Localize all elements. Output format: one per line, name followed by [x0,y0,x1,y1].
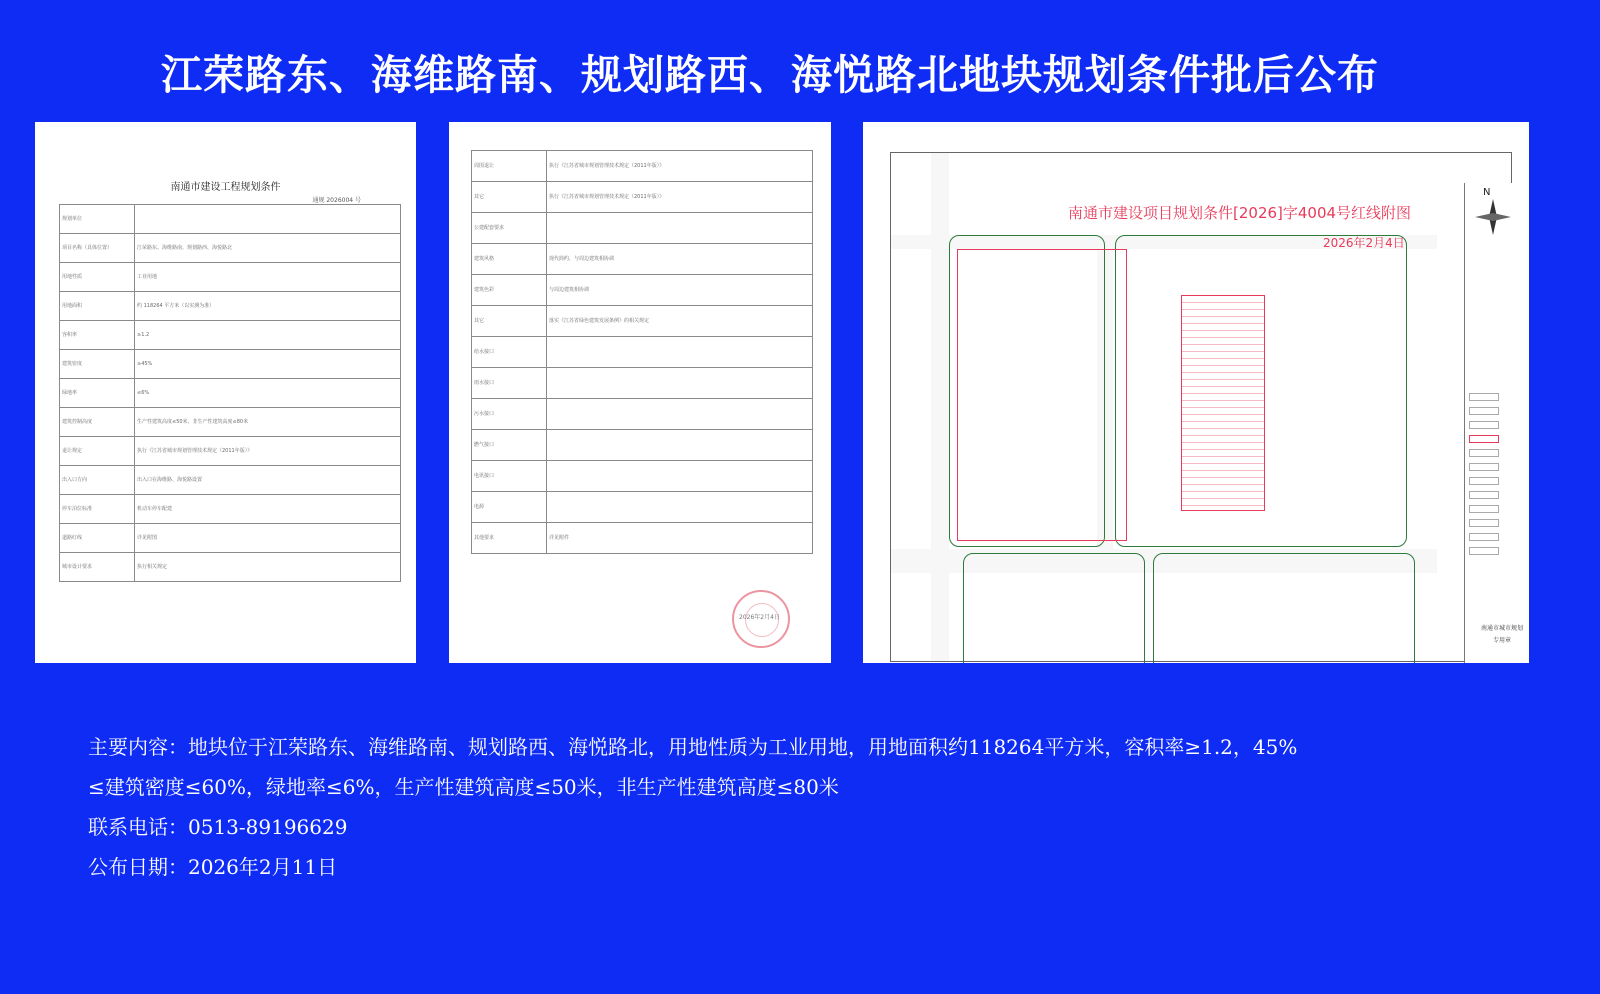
doc1-conditions-table [59,204,401,582]
table-cell: 电源 [472,492,547,523]
north-arrow-icon [1473,197,1513,237]
table-cell: ≤6% [135,379,401,408]
legend-swatch [1469,533,1499,541]
table-cell [547,461,813,492]
legend-swatch [1469,449,1499,457]
road-jiangrong [931,153,949,661]
red-line-map [863,122,1529,663]
legend-swatch [1469,393,1499,401]
table-cell: 退让规定 [60,437,135,466]
official-seal [732,590,790,648]
table-cell [547,399,813,430]
legend-swatch [1469,477,1499,485]
table-row [472,492,813,523]
content-line-2: ≤建筑密度≤60%，绿地率≤6%，生产性建筑高度≤50米，非生产性建筑高度≤80米 [88,775,839,799]
table-cell [135,205,401,234]
doc1-number: 通规 2026004 号 [312,197,361,204]
table-cell: 燃气接口 [472,430,547,461]
table-row [60,408,401,437]
legend-swatch [1469,435,1499,443]
red-line-parcel [957,249,1127,541]
table-cell: 建筑控制高度 [60,408,135,437]
table-cell: 执行相关规定 [135,553,401,582]
table-row [60,379,401,408]
table-row [472,523,813,554]
map-date: 2026年2月4日 [1323,236,1405,250]
table-cell: 机动车停车配建 [135,495,401,524]
map-frame [890,152,1523,662]
publish-date: 公布日期：2026年2月11日 [88,855,338,879]
coordinate-table [1181,295,1265,511]
table-cell: 污水接口 [472,399,547,430]
table-cell: 绿地率 [60,379,135,408]
table-row [60,350,401,379]
table-cell [547,213,813,244]
table-cell: 执行《江苏省城市规划管理技术规定（2011年版）》 [547,182,813,213]
table-row [472,399,813,430]
table-row [472,275,813,306]
table-cell [547,368,813,399]
table-cell: 其它 [472,306,547,337]
table-cell: 现代简约，与周边建筑相协调 [547,244,813,275]
table-cell: 给水接口 [472,337,547,368]
table-cell: 执行《江苏省城市规划管理技术规定（2011年版）》 [135,437,401,466]
planning-conditions-page-2 [449,122,831,663]
table-cell: 详见附件 [547,523,813,554]
north-arrow-label: N [1483,187,1491,198]
table-row [60,437,401,466]
table-cell: 出入口在海维路、海悦路设置 [135,466,401,495]
table-cell: 建筑色彩 [472,275,547,306]
planning-conditions-page-1 [35,122,416,663]
table-cell: ≥45% [135,350,401,379]
map-title: 南通市建设项目规划条件[2026]字4004号红线附图 [1068,204,1412,222]
table-row [472,182,813,213]
table-cell: 其他要求 [472,523,547,554]
table-cell: 规划单位 [60,205,135,234]
table-cell: 生产性建筑高度≤50米，非生产性建筑高度≤80米 [135,408,401,437]
legend-swatch [1469,547,1499,555]
table-cell: 出入口方向 [60,466,135,495]
table-cell: 建筑风格 [472,244,547,275]
table-cell: 执行《江苏省城市规划管理技术规定（2011年版）》 [547,151,813,182]
contact-phone: 联系电话：0513-89196629 [88,815,348,839]
table-row [472,213,813,244]
table-cell: 电讯接口 [472,461,547,492]
table-cell: 用地面积 [60,292,135,321]
doc2-date: 2026年2月4日 [739,614,780,621]
legend-swatch [1469,491,1499,499]
table-cell: 江荣路东、海维路南、规划路西、海悦路北 [135,234,401,263]
legend-swatch [1469,463,1499,471]
table-cell [547,337,813,368]
table-row [60,205,401,234]
table-cell: 公建配套要求 [472,213,547,244]
table-cell: 工业用地 [135,263,401,292]
table-cell: 与周边建筑相协调 [547,275,813,306]
table-row [472,430,813,461]
table-row [472,151,813,182]
doc1-heading: 南通市建设工程规划条件 [170,182,281,193]
table-cell: 容积率 [60,321,135,350]
table-cell: 项目名称（具体位置） [60,234,135,263]
table-row [472,244,813,275]
table-row [472,461,813,492]
table-cell: 建筑密度 [60,350,135,379]
table-cell: 周围退让 [472,151,547,182]
map-legend [1464,183,1529,663]
table-row [472,337,813,368]
legend-swatch [1469,519,1499,527]
table-row [472,368,813,399]
table-cell: ≥1.2 [135,321,401,350]
table-cell: 约 118264 平方米（以实测为准） [135,292,401,321]
table-row [60,321,401,350]
doc2-conditions-table [471,150,813,554]
table-cell: 城市设计要求 [60,553,135,582]
legend-swatch [1469,407,1499,415]
table-cell: 雨水接口 [472,368,547,399]
green-block-south-west [963,553,1145,663]
table-row [60,263,401,292]
legend-swatch [1469,505,1499,513]
table-cell: 道路红线 [60,524,135,553]
table-row [60,524,401,553]
table-cell [547,492,813,523]
table-row [472,306,813,337]
table-cell: 停车泊位标准 [60,495,135,524]
table-cell: 用地性质 [60,263,135,292]
table-row [60,495,401,524]
content-line-1: 主要内容：地块位于江荣路东、海维路南、规划路西、海悦路北，用地性质为工业用地，用地面积约118264平方米，容积率≥1.2，45% [88,735,1298,759]
table-row [60,234,401,263]
table-row [60,553,401,582]
table-row [60,466,401,495]
green-block-south-east [1153,553,1415,663]
legend-swatch [1469,421,1499,429]
table-cell: 其它 [472,182,547,213]
legend-title: 南通市城市规划 [1480,625,1523,632]
table-row [60,292,401,321]
table-cell: 落实《江苏省绿色建筑发展条例》的相关规定 [547,306,813,337]
table-cell: 详见附图 [135,524,401,553]
table-cell [547,430,813,461]
page-title: 江荣路东、海维路南、规划路西、海悦路北地块规划条件批后公布 [161,51,1379,99]
legend-subtitle: 专用章 [1492,637,1511,644]
